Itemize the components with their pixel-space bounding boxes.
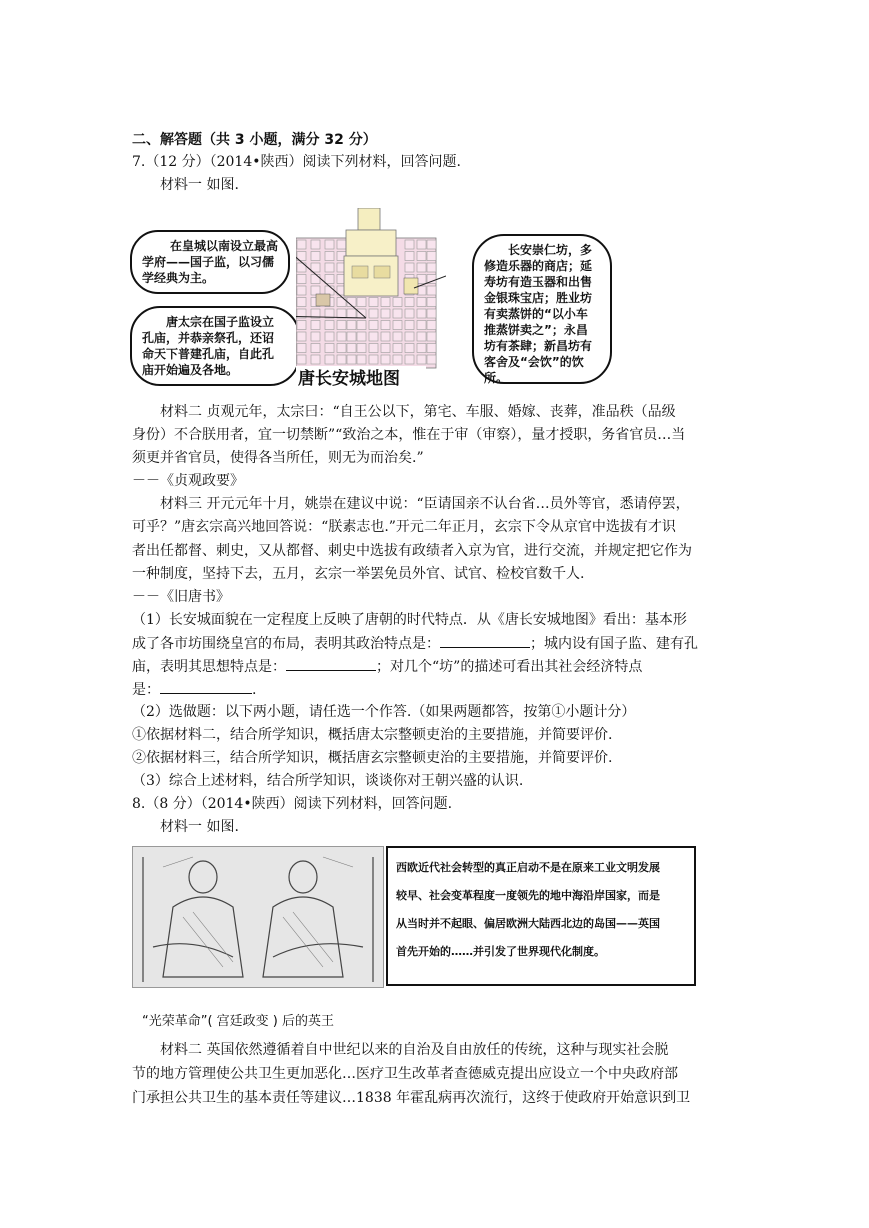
q7-sub1-text: 是： bbox=[132, 682, 160, 698]
map-ward bbox=[311, 355, 320, 364]
q7-sub1-line bbox=[132, 656, 642, 677]
bubble-line: 学府——国子监，以习儒 bbox=[142, 255, 275, 269]
map-ward bbox=[381, 355, 390, 364]
map-ward bbox=[337, 321, 346, 330]
map-ward bbox=[297, 286, 306, 295]
bubble-line: 修造乐器的商店；延 bbox=[484, 259, 593, 273]
q7-sub2-option: ①依据材料二，结合所学知识，概括唐太宗整顿吏治的主要措施，并简要评价. bbox=[132, 727, 613, 743]
map-ward bbox=[347, 321, 356, 330]
map-ward bbox=[325, 332, 334, 341]
map-ward bbox=[427, 321, 436, 330]
q7-source2: －－《贞观政要》 bbox=[132, 473, 244, 489]
map-ward bbox=[297, 321, 306, 330]
bubble-line: 推蒸饼卖之”；永昌 bbox=[484, 323, 588, 337]
bubble-line: 寿坊有造玉器和出售 bbox=[484, 275, 593, 289]
map-ward bbox=[381, 344, 390, 353]
map-ward bbox=[311, 252, 320, 261]
map-ward bbox=[337, 240, 346, 249]
map-ward bbox=[393, 355, 402, 364]
map-ward bbox=[427, 344, 436, 353]
map-ward bbox=[393, 309, 402, 318]
map-ward bbox=[427, 298, 436, 307]
map-ward bbox=[311, 275, 320, 284]
map-ward bbox=[369, 309, 378, 318]
quote-line: 西欧近代社会转型的真正启动不是在原来工业文明发展 bbox=[396, 861, 660, 874]
map-ward bbox=[337, 332, 346, 341]
map-ward bbox=[405, 332, 414, 341]
map-ward bbox=[357, 321, 366, 330]
section-title: 二、解答题（共 3 小题，满分 32 分） bbox=[132, 132, 377, 148]
q7-sub1-line bbox=[132, 633, 698, 654]
map-ward bbox=[405, 298, 414, 307]
english-monarchs-image bbox=[132, 846, 384, 988]
map-ward bbox=[417, 298, 426, 307]
map-ward bbox=[417, 275, 426, 284]
q7-sub1-text: ；城内设有国子监、建有孔 bbox=[530, 636, 698, 652]
map-ward bbox=[311, 263, 320, 272]
map-ward bbox=[427, 252, 436, 261]
map-ward bbox=[393, 298, 402, 307]
changan-map bbox=[296, 208, 446, 386]
photo-caption: “光荣革命”( 宫廷政变 ) 后的英王 bbox=[142, 1014, 335, 1029]
map-ward bbox=[357, 344, 366, 353]
q7-material2-line: 身份）不合朕用者，宜一切禁断”“致治之本，惟在于审（审察），量才授职，务省官员…当 bbox=[132, 427, 686, 443]
quote-line: 较早、社会变革程度一度领先的地中海沿岸国家，而是 bbox=[396, 889, 660, 902]
q7-sub1-text: 庙，表明其思想特点是： bbox=[132, 659, 286, 675]
map-ward bbox=[311, 321, 320, 330]
map-ward bbox=[297, 275, 306, 284]
q7-material3-line: 材料三 开元元年十月，姚崇在建议中说：“臣请国亲不认台省…员外等官，悉请停罢， bbox=[160, 496, 690, 512]
map-ward bbox=[297, 240, 306, 249]
q7-sub1-line: （1）长安城面貌在一定程度上反映了唐朝的时代特点．从《唐长安城地图》看出：基本形 bbox=[132, 612, 687, 628]
map-ward bbox=[297, 355, 306, 364]
map-ward bbox=[427, 332, 436, 341]
q8-material1-label: 材料一 如图. bbox=[160, 819, 239, 835]
map-ward bbox=[381, 321, 390, 330]
map-ward bbox=[337, 344, 346, 353]
map-ward bbox=[325, 275, 334, 284]
answer-blank-economy[interactable] bbox=[160, 679, 252, 694]
map-ward bbox=[311, 240, 320, 249]
map-ward bbox=[325, 263, 334, 272]
map-ward bbox=[381, 309, 390, 318]
map-ward bbox=[357, 298, 366, 307]
bubble-line: 学经典为主。 bbox=[142, 271, 215, 285]
map-ward bbox=[417, 355, 426, 364]
bubble-guozijian bbox=[130, 230, 290, 294]
map-ward bbox=[325, 286, 334, 295]
map-ward bbox=[427, 263, 436, 272]
bubble-markets bbox=[472, 234, 612, 384]
q7-sub3-line: （3）综合上述材料，结合所学知识，谈谈你对王朝兴盛的认识. bbox=[132, 773, 524, 789]
map-ward bbox=[347, 332, 356, 341]
map-ward bbox=[369, 332, 378, 341]
q7-material1-label: 材料一 如图. bbox=[160, 177, 239, 193]
q7-sub1-text: . bbox=[252, 682, 257, 698]
map-ward bbox=[357, 332, 366, 341]
map-ward bbox=[405, 252, 414, 261]
map-ward bbox=[325, 344, 334, 353]
bubble-line: 所。 bbox=[484, 371, 509, 385]
map-ward bbox=[325, 240, 334, 249]
map-ward bbox=[357, 355, 366, 364]
map-ward bbox=[405, 240, 414, 249]
map-ward bbox=[297, 344, 306, 353]
question-7-header: 7.（12 分）（2014•陕西）阅读下列材料，回答问题. bbox=[132, 154, 461, 170]
map-ward bbox=[311, 332, 320, 341]
answer-blank-ideology[interactable] bbox=[286, 656, 376, 671]
q8-material2-line: 材料二 英国依然遵循着自中世纪以来的自治及自由放任的传统，这种与现实社会脱 bbox=[160, 1042, 669, 1058]
map-ward bbox=[369, 321, 378, 330]
answer-blank-political[interactable] bbox=[440, 633, 530, 648]
bubble-line: 孔庙，并恭亲祭孔，还诏 bbox=[142, 331, 275, 345]
map-ward bbox=[369, 298, 378, 307]
q7-sub1-text: ；对几个“坊”的描述可看出其社会经济特点 bbox=[376, 659, 643, 675]
map-ward bbox=[381, 332, 390, 341]
map-ward bbox=[325, 321, 334, 330]
map-ward bbox=[347, 309, 356, 318]
map-ward bbox=[347, 355, 356, 364]
q7-sub2-option: ②依据材料三，结合所学知识，概括唐玄宗整顿吏治的主要措施，并简要评价. bbox=[132, 750, 613, 766]
q8-material2-line: 门承担公共卫生的基本责任等建议…1838 年霍乱病再次流行，这终于使政府开始意识到卫 bbox=[132, 1090, 691, 1106]
map-ward bbox=[325, 355, 334, 364]
q7-material2-line: 材料二 贞观元年，太宗曰：“自王公以下，第宅、车服、婚嫁、丧葬，准品秩（品级 bbox=[160, 404, 676, 420]
bubble-line: 金银珠宝店；胜业坊 bbox=[484, 291, 593, 305]
q7-sub1-line bbox=[132, 679, 256, 700]
map-ward bbox=[427, 286, 436, 295]
map-ward bbox=[417, 332, 426, 341]
map-ward bbox=[311, 286, 320, 295]
bubble-line: 庙开始遍及各地。 bbox=[142, 363, 239, 377]
quote-line: 首先开始的……并引发了世界现代化制度。 bbox=[396, 945, 605, 958]
map-ward bbox=[427, 309, 436, 318]
bubble-line: 客舍及“会饮”的饮 bbox=[484, 355, 584, 369]
q7-material2-line: 须更并省官员，使得各当所任，则无为而治矣.” bbox=[132, 450, 424, 466]
map-ward bbox=[325, 252, 334, 261]
map-ward bbox=[417, 344, 426, 353]
map-ward bbox=[369, 355, 378, 364]
q7-source3: －－《旧唐书》 bbox=[132, 589, 230, 605]
q8-quote-box bbox=[386, 846, 696, 986]
map-caption: 唐长安城地图 bbox=[298, 369, 400, 386]
map-ward bbox=[393, 344, 402, 353]
map-ward bbox=[311, 344, 320, 353]
map-ward bbox=[405, 263, 414, 272]
q7-material3-line: 一种制度，坚持下去，五月，玄宗一举罢免员外官、试官、检校官数千人. bbox=[132, 566, 585, 582]
map-ward bbox=[347, 344, 356, 353]
map-ward bbox=[405, 344, 414, 353]
map-ward bbox=[369, 344, 378, 353]
q7-material3-line: 者出任都督、刺史，又从都督、刺史中选拔有政绩者入京为官，进行交流，并规定把它作为 bbox=[132, 543, 692, 559]
map-ward bbox=[297, 332, 306, 341]
map-ward bbox=[297, 298, 306, 307]
bubble-line: 命天下普建孔庙，自此孔 bbox=[142, 347, 275, 361]
map-ward bbox=[405, 309, 414, 318]
map-ward bbox=[427, 355, 436, 364]
bubble-line: 长安崇仁坊，多 bbox=[508, 243, 593, 257]
question-8-header: 8.（8 分）（2014•陕西）阅读下列材料，回答问题. bbox=[132, 796, 453, 812]
map-ward bbox=[417, 240, 426, 249]
map-ward bbox=[417, 263, 426, 272]
q8-material2-line: 节的地方管理使公共卫生更加恶化…医疗卫生改革者查德威克提出应设立一个中央政府部 bbox=[132, 1066, 678, 1082]
bubble-line: 在皇城以南设立最高 bbox=[170, 239, 279, 253]
bubble-line: 有卖蒸饼的“以小车 bbox=[484, 307, 588, 321]
bubble-confucius-temple bbox=[130, 306, 300, 386]
map-ward bbox=[427, 240, 436, 249]
map-ward bbox=[417, 286, 426, 295]
map-ward bbox=[417, 309, 426, 318]
bubble-line: 坊有茶肆；新昌坊有 bbox=[484, 339, 593, 353]
map-ward bbox=[393, 321, 402, 330]
map-ward bbox=[337, 355, 346, 364]
map-ward bbox=[417, 321, 426, 330]
q7-sub1-text: 成了各市坊围绕皇宫的布局，表明其政治特点是： bbox=[132, 636, 440, 652]
map-ward bbox=[381, 298, 390, 307]
map-ward bbox=[337, 309, 346, 318]
map-ward bbox=[405, 321, 414, 330]
q7-sub2-line: （2）选做题：以下两小题，请任选一个作答.（如果两题都答，按第①小题计分） bbox=[132, 704, 636, 720]
map-ward bbox=[417, 252, 426, 261]
quote-line: 从当时并不起眼、偏居欧洲大陆西北边的岛国——英国 bbox=[396, 917, 660, 930]
q7-material3-line: 可乎？”唐玄宗高兴地回答说：“朕素志也.”开元二年正月，玄宗下令从京官中选拔有才识 bbox=[132, 519, 676, 535]
map-ward bbox=[405, 355, 414, 364]
map-ward bbox=[393, 332, 402, 341]
bubble-line: 唐太宗在国子监设立 bbox=[166, 315, 275, 329]
